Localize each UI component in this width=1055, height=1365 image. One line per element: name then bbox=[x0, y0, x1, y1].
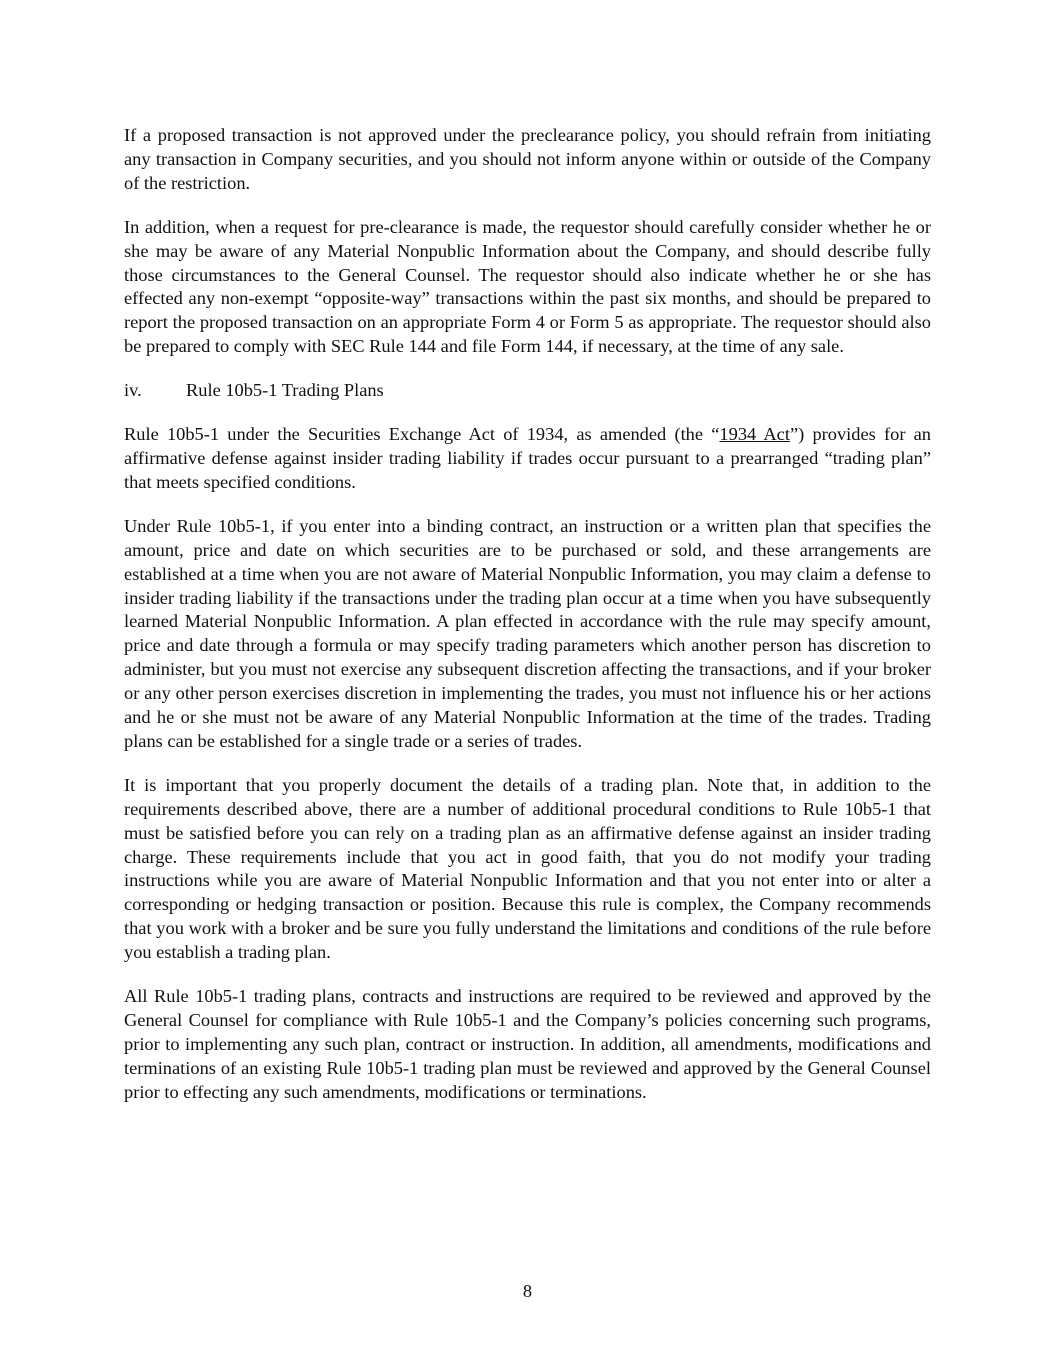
paragraph-rule-conditions: Under Rule 10b5-1, if you enter into a binding contract, an instruction or a written plan that specifies the amount, price and date on which securities are to be purchased or sold, and these arrangements are established at a time when you are not aware of Material Nonpublic Information, you may claim a defense to insider trading liability if the transactions under the trading plan occur at a time when you have subsequently learned Material Nonpublic Information. A plan effected in accordance with the rule may specify amount, price and date through a formula or may specify trading parameters which another person has discretion to administer, but you must not exercise any subsequent discretion affecting the transactions, and if your broker or any other person exercises discretion in implementing the trades, you must not influence his or her actions and he or she must not be aware of any Material Nonpublic Information at the time of the trades. Trading plans can be established for a single trade or a series of trades. bbox=[124, 515, 931, 751]
paragraph-rule-definition bbox=[124, 423, 931, 495]
section-number: iv. bbox=[124, 380, 142, 401]
paragraph-plan-approval: All Rule 10b5-1 trading plans, contracts and instructions are required to be reviewed and approved by the General Counsel for compliance with Rule 10b5-1 and the Company’s policies concerning such programs, prior to implementing any such plan, contract or instruction. In addition, all amendments, modifications and terminations of an existing Rule 10b5-1 trading plan must be reviewed and approved by the General Counsel prior to effecting any such amendments, modifications or terminations. bbox=[124, 986, 931, 1102]
defined-term-1934-act: 1934 Act bbox=[719, 424, 790, 445]
document-page bbox=[124, 124, 931, 1125]
rule-definition-text-end: ”) provides for an affirmative defense against insider trading liability if trades occur pursuant to a prearranged “trading plan” that meets specified conditions. bbox=[124, 424, 932, 492]
section-heading bbox=[124, 379, 931, 403]
rule-definition-text-start: Rule 10b5-1 under the Securities Exchange Act of 1934, as amended (the “ bbox=[124, 424, 720, 445]
page-number: 8 bbox=[522, 1281, 533, 1301]
paragraph-preclearance-request: In addition, when a request for pre-clearance is made, the requestor should carefully consider whether he or she may be aware of any Material Nonpublic Information about the Company, and should describe fully those circumstances to the General Counsel. The requestor should also indicate whether he or she has effected any non-exempt “opposite-way” transactions within the past six months, and should be prepared to report the proposed transaction on an appropriate Form 4 or Form 5 as appropriate. The requestor should also be prepared to comply with SEC Rule 144 and file Form 144, if necessary, at the time of any sale. bbox=[124, 216, 931, 357]
section-title: Rule 10b5-1 Trading Plans bbox=[186, 380, 384, 401]
paragraph-preclearance-refusal: If a proposed transaction is not approved under the preclearance policy, you should refrain from initiating any transaction in Company securities, and you should not inform anyone within or outside of the Company of the restriction. bbox=[124, 125, 931, 193]
paragraph-plan-documentation: It is important that you properly document the details of a trading plan. Note that, in addition to the requirements described above, there are a number of additional procedural conditions to Rule 10b5-1 that must be satisfied before you can rely on a trading plan as an affirmative defense against an insider trading charge. These requirements include that you act in good faith, that you do not modify your trading instructions while you are aware of Material Nonpublic Information and that you not enter into or alter a corresponding or hedging transaction or position. Because this rule is complex, the Company recommends that you work with a broker and be sure you fully understand the limitations and conditions of the rule before you establish a trading plan. bbox=[124, 774, 931, 963]
